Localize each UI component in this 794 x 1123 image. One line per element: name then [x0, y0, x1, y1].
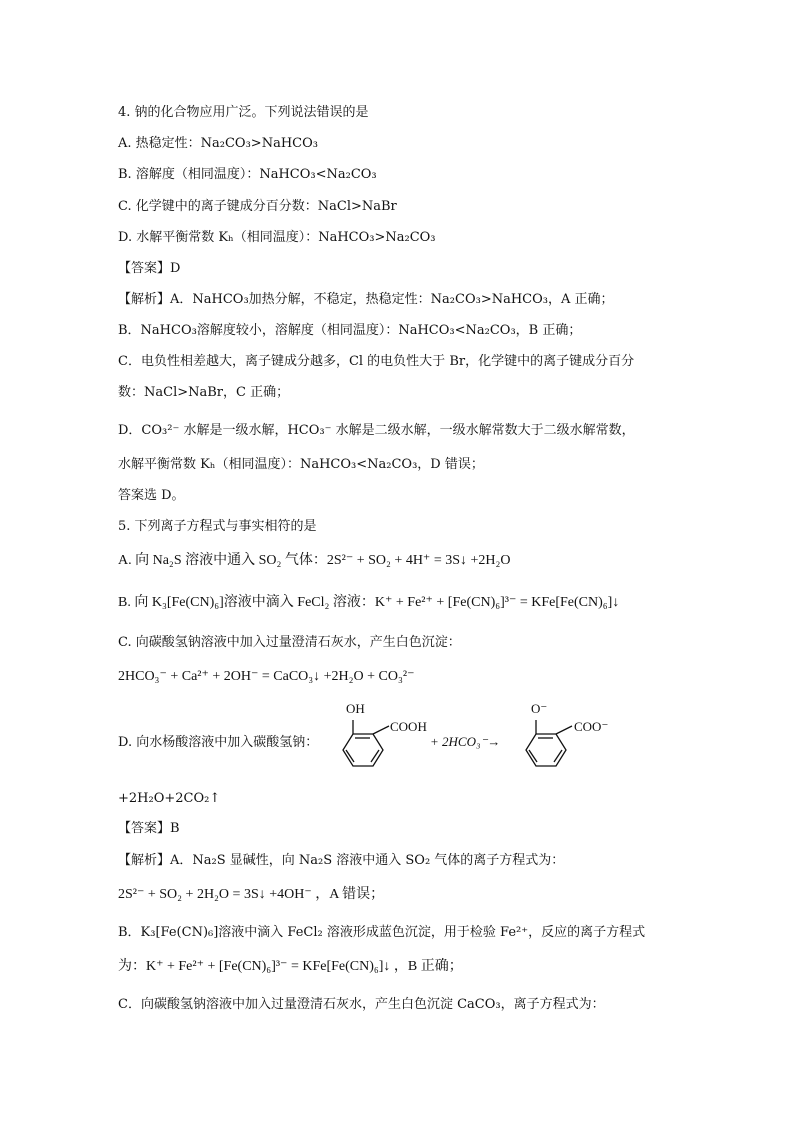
q5-analysis-b2: 为：K⁺ + Fe²⁺ + [Fe(CN)₆]³⁻ = KFe[Fe(CN)₆]↓ ，B 正确； — [118, 959, 463, 974]
q4-conclusion: 答案选 D。 — [118, 488, 185, 503]
q5-option-c: C. 向碳酸氢钠溶液中加入过量澄清石灰水，产生白色沉淀： — [118, 635, 461, 650]
q4-analysis-b: B．NaHCO₃溶解度较小，溶解度（相同温度）：NaHCO₃<Na₂CO₃，B 正确； — [118, 323, 582, 338]
q4-option-d: D. 水解平衡常数 Kₕ（相同温度）：NaHCO₃>Na₂CO₃ — [118, 230, 436, 245]
salicylic-cooh-label: COOH — [390, 719, 427, 734]
q4-analysis-d1: D．CO₃²⁻ 水解是一级水解，HCO₃⁻ 水解是二级水解，一级水解常数大于二级水解常数， — [118, 423, 635, 438]
q4-analysis-d2: 水解平衡常数 Kₕ（相同温度）：NaHCO₃<Na₂CO₃，D 错误； — [118, 457, 484, 472]
q4-stem: 4. 钠的化合物应用广泛。下列说法错误的是 — [118, 105, 369, 120]
q4-answer: 【答案】D — [118, 261, 181, 276]
q5-analysis-b1: B．K₃[Fe(CN)₆]溶液中滴入 FeCl₂ 溶液形成蓝色沉淀，用于检验 Fe²⁺，反应的离子方程式 — [118, 925, 646, 940]
q5-option-d-tail: +2H₂O+2CO₂↑ — [118, 791, 221, 806]
q5-analysis-c1: C．向碳酸氢钠溶液中加入过量澄清石灰水，产生白色沉淀 CaCO₃，离子方程式为： — [118, 997, 605, 1012]
q5-analysis-a1: 【解析】A．Na₂S 显碱性，向 Na₂S 溶液中通入 SO₂ 气体的离子方程式为： — [118, 853, 565, 868]
salicylic-oh-label: OH — [346, 701, 365, 716]
q5-option-c-equation: 2HCO₃⁻ + Ca²⁺ + 2OH⁻ = CaCO₃↓ +2H₂O + CO₃²⁻ — [118, 669, 415, 684]
salicylate-o-label: O⁻ — [531, 701, 548, 716]
q4-analysis-c2: 数：NaCl>NaBr，C 正确； — [118, 385, 290, 400]
q5-option-d: D. 向水杨酸溶液中加入碳酸氢钠： — [118, 735, 319, 750]
q4-analysis-a: 【解析】A．NaHCO₃加热分解，不稳定，热稳定性：Na₂CO₃>NaHCO₃，A 正确； — [118, 292, 614, 307]
salicylate-coo-label: COO⁻ — [574, 719, 609, 734]
q5-option-a: A. 向 Na₂S 溶液中通入 SO₂ 气体：2S²⁻ + SO₂ + 4H⁺ = 3S↓ +2H₂O — [118, 553, 511, 568]
q5-option-b: B. 向 K₃[Fe(CN)₆]溶液中滴入 FeCl₂ 溶液：K⁺ + Fe²⁺ + [Fe(CN)₆]³⁻ = KFe[Fe(CN)₆]↓ — [118, 595, 620, 610]
q4-option-c: C. 化学键中的离子键成分百分数：NaCl>NaBr — [118, 199, 397, 214]
q5-stem: 5. 下列离子方程式与事实相符的是 — [118, 519, 317, 534]
q4-analysis-c1: C．电负性相差越大，离子键成分越多，Cl 的电负性大于 Br，化学键中的离子键成分百分 — [118, 354, 635, 369]
q5-answer: 【答案】B — [118, 821, 180, 836]
q4-option-b: B. 溶解度（相同温度）：NaHCO₃<Na₂CO₃ — [118, 167, 377, 182]
q5-option-d-reagent: + 2HCO₃⁻→ — [430, 734, 501, 749]
q5-analysis-a-equation: 2S²⁻ + SO₂ + 2H₂O = 3S↓ +4OH⁻ ，A 错误； — [118, 887, 385, 902]
q4-option-a: A. 热稳定性：Na₂CO₃>NaHCO₃ — [118, 136, 318, 151]
